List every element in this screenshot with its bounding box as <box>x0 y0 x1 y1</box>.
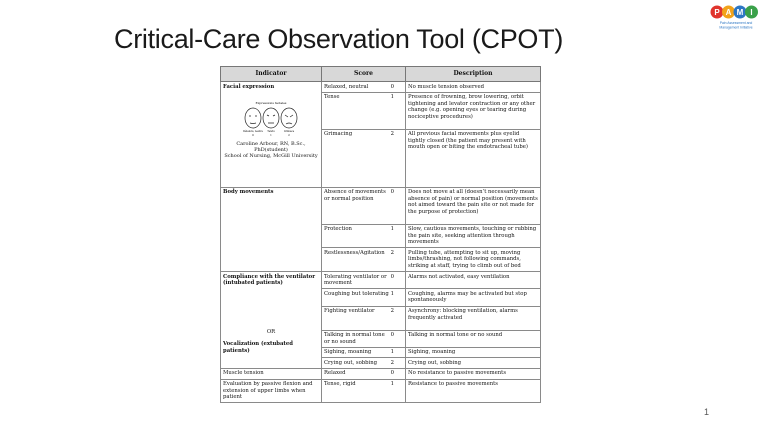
score-value: 1 <box>390 94 394 101</box>
header-score: Score <box>322 67 406 82</box>
table-row <box>221 272 541 289</box>
faces-image-title: Expressions faciales <box>255 101 287 106</box>
body-indicator-cell <box>221 187 322 272</box>
description-cell: No muscle tension observed <box>406 82 541 93</box>
logo-letter-a: A <box>725 8 732 17</box>
score-label: Relaxed <box>324 370 346 377</box>
score-cell <box>322 306 406 330</box>
description-cell: Coughing, alarms may be activated but stop spontaneously <box>406 289 541 306</box>
score-label: Protection <box>324 226 352 233</box>
logo-subtitle-2: Management Initiative <box>719 25 753 30</box>
cpot-table <box>220 66 541 403</box>
face-score-1: 1 <box>270 134 272 138</box>
score-label: Crying out, sobbing <box>324 359 378 366</box>
score-label: Sighing, moaning <box>324 349 372 356</box>
score-cell <box>322 289 406 306</box>
score-value: 2 <box>390 131 394 138</box>
face-label-grimace: Grimace <box>283 130 295 134</box>
score-value: 1 <box>390 226 394 233</box>
score-value: 0 <box>390 273 394 280</box>
score-label: Tense <box>324 94 340 101</box>
score-value: 0 <box>390 189 394 196</box>
table-row <box>221 379 541 403</box>
score-cell <box>322 379 406 403</box>
facial-indicator-cell <box>221 82 322 188</box>
score-cell <box>322 330 406 347</box>
face-score-2: 2 <box>288 134 290 138</box>
muscle-sub-indicator-cell: Evaluation by passive flexion and extension of upper limbs when patient <box>221 379 322 403</box>
face-label-tense: Tendu <box>267 130 275 134</box>
table-row <box>221 368 541 379</box>
score-label: Relaxed, neutral <box>324 83 369 90</box>
score-value: 2 <box>390 359 394 366</box>
table-row <box>221 187 541 224</box>
compliance-indicator: Compliance with the ventilator <box>223 273 316 280</box>
slide-number: 1 <box>704 407 710 417</box>
score-label: Talking in normal tone or no sound <box>324 332 385 345</box>
description-cell: No resistance to passive movements <box>406 368 541 379</box>
score-value: 2 <box>390 308 394 315</box>
score-cell <box>322 248 406 272</box>
facial-indicator: Facial expression <box>223 83 275 90</box>
score-cell <box>322 92 406 129</box>
score-label: Tense, rigid <box>324 381 356 387</box>
credit-line-1: Caroline Arbour, RN, B.Sc., <box>236 141 306 148</box>
face-label-relaxed: Détendu, neutre <box>243 130 263 134</box>
score-cell <box>322 272 406 289</box>
table-row <box>221 82 541 93</box>
score-cell <box>322 368 406 379</box>
muscle-indicator-cell <box>221 368 322 379</box>
description-cell: Presence of frowning, brow lowering, orbit tightening and levator contraction or any other change (e.g. opening eyes or tearing during nociceptive procedures) <box>406 92 541 129</box>
logo-subtitle-1: Pain Assessment and <box>719 21 753 25</box>
header-description: Description <box>406 67 541 82</box>
muscle-indicator: Muscle tension <box>223 370 264 377</box>
score-cell <box>322 224 406 248</box>
score-label: Restlessness/Agitation <box>324 249 385 256</box>
logo-letter-i: I <box>750 8 753 17</box>
description-cell: Slow, cautious movements, touching or rubbing the pain site, seeking attention through movements <box>406 224 541 248</box>
logo-letter-p: P <box>714 8 720 17</box>
score-label: Tolerating ventilator or movement <box>324 273 387 287</box>
description-cell: Crying out, sobbing <box>406 358 541 369</box>
header-indicator: Indicator <box>221 67 322 82</box>
description-cell: Resistance to passive movements <box>406 379 541 403</box>
facial-expression-faces-image <box>241 100 301 138</box>
score-label: Absence of movements or normal position <box>324 189 386 202</box>
score-label: Grimacing <box>324 131 353 138</box>
score-cell <box>322 347 406 358</box>
score-value: 0 <box>390 370 394 377</box>
body-indicator: Body movements <box>223 189 274 196</box>
credit-line-3: School of Nursing, McGill University <box>224 153 318 160</box>
score-value: 1 <box>390 381 394 387</box>
compliance-indicator-sub: (intubated patients) <box>223 280 283 287</box>
score-cell <box>322 82 406 93</box>
score-cell <box>322 187 406 224</box>
score-label: Coughing but tolerating <box>324 290 389 297</box>
table-header-row <box>221 67 541 82</box>
pami-logo <box>708 3 764 33</box>
compliance-indicator-cell <box>221 272 322 369</box>
credit-line-2: PhD(student) <box>254 147 288 154</box>
slide-title: Critical-Care Observation Tool (CPOT) <box>114 24 564 54</box>
or-label: OR <box>266 328 276 335</box>
score-label: Fighting ventilator <box>324 308 375 315</box>
logo-letter-m: M <box>736 8 744 17</box>
description-cell: Does not move at all (doesn’t necessarily mean absence of pain) or normal position (movements not aimed toward the pain site or not made for the purpose of protection) <box>406 187 541 224</box>
description-cell: All previous facial movements plus eyelid tightly closed (the patient may present with mouth open or biting the endotracheal tube) <box>406 129 541 187</box>
vocalization-indicator: Vocalization (extubated patients) <box>223 341 293 355</box>
description-cell: Pulling tube, attempting to sit up, moving limbs/thrashing, not following commands, striking at staff, trying to climb out of bed <box>406 248 541 272</box>
score-cell <box>322 129 406 187</box>
score-value: 0 <box>390 332 394 339</box>
description-cell: Sighing, moaning <box>406 347 541 358</box>
score-value: 1 <box>390 349 394 356</box>
face-score-0: 0 <box>252 134 254 138</box>
description-cell: Asynchrony: blocking ventilation, alarms frequently activated <box>406 306 541 330</box>
score-value: 2 <box>390 249 394 256</box>
score-cell <box>322 358 406 369</box>
score-value: 0 <box>390 83 394 90</box>
score-value: 1 <box>390 290 394 297</box>
image-credit <box>223 141 319 159</box>
description-cell: Talking in normal tone or no sound <box>406 330 541 347</box>
description-cell: Alarms not activated, easy ventilation <box>406 272 541 289</box>
